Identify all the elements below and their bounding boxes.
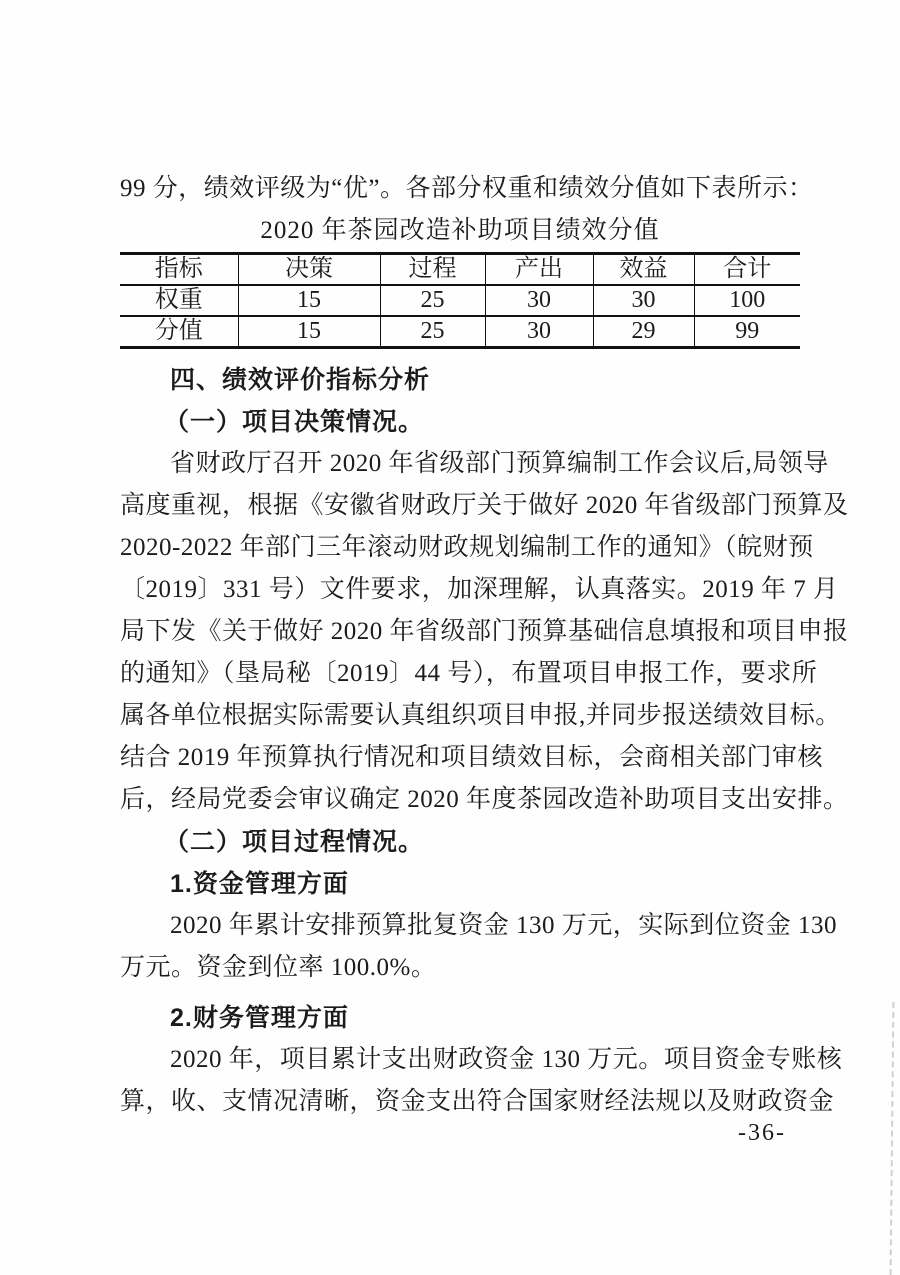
- table-cell: 30: [485, 285, 593, 316]
- table-cell: 30: [485, 316, 593, 348]
- score-table-header-row: [120, 254, 800, 286]
- row-label-cell: 分值: [154, 318, 203, 344]
- paragraph-line: 2020-2022 年部门三年滚动财政规划编制工作的通知》（皖财预: [120, 534, 814, 561]
- table-header-cell: 产出: [485, 254, 593, 286]
- score-table-row-score: [120, 316, 800, 348]
- table-header-cell: 合计: [694, 254, 800, 286]
- table-cell: 30: [593, 285, 694, 316]
- row-label-cell: 权重: [154, 287, 203, 313]
- num-heading-funds: 1.资金管理方面: [170, 870, 349, 898]
- sub-heading-decision: （一）项目决策情况。: [164, 408, 425, 436]
- paragraph-line: 〔2019〕331 号）文件要求，加深理解，认真落实。2019 年 7 月: [120, 576, 839, 603]
- table-header-cell: 决策: [238, 254, 380, 286]
- table-cell: 25: [380, 316, 485, 348]
- page-number: -36-: [738, 1120, 786, 1146]
- num-heading-finance: 2.财务管理方面: [170, 1004, 349, 1032]
- sub-heading-process: （二）项目过程情况。: [164, 828, 425, 856]
- table-cell: 100: [694, 285, 800, 316]
- paragraph-line: 结合 2019 年预算执行情况和项目绩效目标，会商相关部门审核: [120, 744, 824, 771]
- paragraph-line: 2020 年，项目累计支出财政资金 130 万元。项目资金专账核: [170, 1046, 843, 1073]
- paragraph-line: 属各单位根据实际需要认真组织项目申报,并同步报送绩效目标。: [120, 702, 841, 729]
- table-cell: 15: [238, 316, 380, 348]
- table-header-cell: 效益: [593, 254, 694, 286]
- paragraph-line: 万元。资金到位率 100.0%。: [120, 954, 437, 981]
- table-cell: 99: [694, 316, 800, 348]
- document-content: [120, 168, 849, 1123]
- paragraph-line: 的通知》（垦局秘〔2019〕44 号），布置项目申报工作，要求所: [120, 660, 818, 687]
- paragraph-line: 高度重视，根据《安徽省财政厅关于做好 2020 年省级部门预算及: [120, 492, 849, 519]
- table-cell: 29: [593, 316, 694, 348]
- paragraph-line: 算，收、支情况清晰，资金支出符合国家财经法规以及财政资金: [120, 1088, 835, 1115]
- section-heading: 四、绩效评价指标分析: [170, 366, 431, 394]
- table-header-cell: 指标: [154, 256, 203, 282]
- paragraph-line: 局下发《关于做好 2020 年省级部门预算基础信息填报和项目申报: [120, 618, 849, 645]
- score-table-row-weight: [120, 285, 800, 316]
- paragraph-line: 后，经局党委会审议确定 2020 年度茶园改造补助项目支出安排。: [120, 786, 849, 813]
- intro-line: 99 分，绩效评级为“优”。各部分权重和绩效分值如下表所示：: [120, 175, 814, 202]
- paragraph-line: 省财政厅召开 2020 年省级部门预算编制工作会议后,局领导: [170, 450, 829, 477]
- score-table: [120, 252, 800, 349]
- table-cell: 15: [238, 285, 380, 316]
- scan-artifact-dashed-line: [890, 1002, 895, 1275]
- table-cell: 25: [380, 285, 485, 316]
- table-title: 2020 年茶园改造补助项目绩效分值: [260, 217, 660, 244]
- paragraph-line: 2020 年累计安排预算批复资金 130 万元，实际到位资金 130: [170, 912, 838, 939]
- table-header-cell: 过程: [380, 254, 485, 286]
